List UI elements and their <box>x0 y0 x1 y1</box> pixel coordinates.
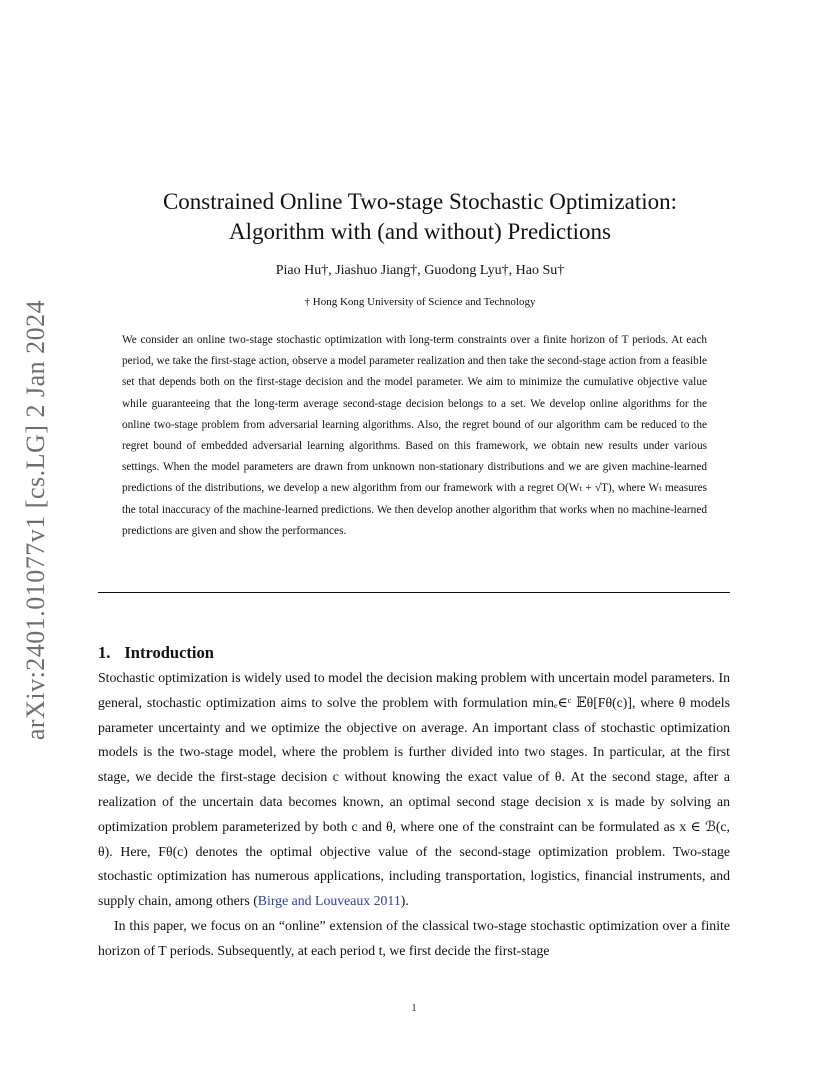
affiliation: † Hong Kong University of Science and Technology <box>304 296 536 308</box>
intro-paragraph-1 <box>98 666 730 914</box>
section-number: 1. <box>98 643 111 662</box>
author-list: Piao Hu†, Jiashuo Jiang†, Guodong Lyu†, Hao Su† <box>275 263 565 278</box>
page-number: 1 <box>411 1003 417 1014</box>
paper-title <box>98 187 742 247</box>
arxiv-identifier: arXiv:2401.01077v1 [cs.LG] 2 Jan 2024 <box>21 299 50 741</box>
title-line-1: Constrained Online Two-stage Stochastic Optimization: <box>162 189 678 214</box>
abstract-divider <box>98 592 730 593</box>
section-heading <box>98 643 214 663</box>
title-line-2: Algorithm with (and without) Predictions <box>228 219 611 244</box>
intro-paragraph-1-end: ). <box>400 893 409 909</box>
intro-paragraph-1-text: Stochastic optimization is widely used to model the decision making problem with uncertain model parameters. In general, stochastic optimization aims to solve the problem with formulation minₑ∈ᶜ 𝔼θ[Fθ(c)], where θ models parameter uncertainty and we optimize the objective on average. An important class of stochastic optimization models is the two-stage model, where the problem is further divided into two stages. In particular, at the first stage, we decide the first-stage decision c without knowing the exact value of θ. At the second stage, after a realization of the uncertain data becomes known, an optimal second stage decision x is made by solving an optimization problem parameterized by both c and θ, where one of the constraint can be formulated as x ∈ ℬ(c, θ). Here, Fθ(c) denotes the optimal objective value of the second-stage optimization problem. Two-stage stochastic optimization has numerous applications, including transportation, logistics, financial instruments, and supply chain, among others ( <box>98 670 730 909</box>
intro-paragraph-2: In this paper, we focus on an “online” extension of the classical two-stage stochastic optimization over a finite horizon of T periods. Subsequently, at each period t, we first decide the first-stage <box>98 917 730 958</box>
introduction-body <box>98 666 730 964</box>
section-title: Introduction <box>124 643 214 662</box>
citation-link[interactable]: Birge and Louveaux 2011 <box>257 893 401 909</box>
abstract-text: We consider an online two-stage stochastic optimization with long-term constraints over a finite horizon of T periods. At each period, we take the first-stage action, observe a model parameter realization and then take the second-stage action from a feasible set that depends both on the first-stage decision and the model parameter. We aim to minimize the cumulative objective value while guaranteeing that the long-term average second-stage decision belongs to a set. We develop online algorithms for the online two-stage problem from adversarial learning algorithms. Also, the regret bound of our algorithm cam be reduced to the regret bound of embedded adversarial learning algorithms. Based on this framework, we obtain new results under various settings. When the model parameters are drawn from unknown non-stationary distributions and we are given machine-learned predictions of the distributions, we develop a new algorithm from our framework with a regret O(Wₜ + √T), where Wₜ measures the total inaccuracy of the machine-learned predictions. We then develop another algorithm that works when no machine-learned predictions are given and show the performances. <box>122 334 707 537</box>
